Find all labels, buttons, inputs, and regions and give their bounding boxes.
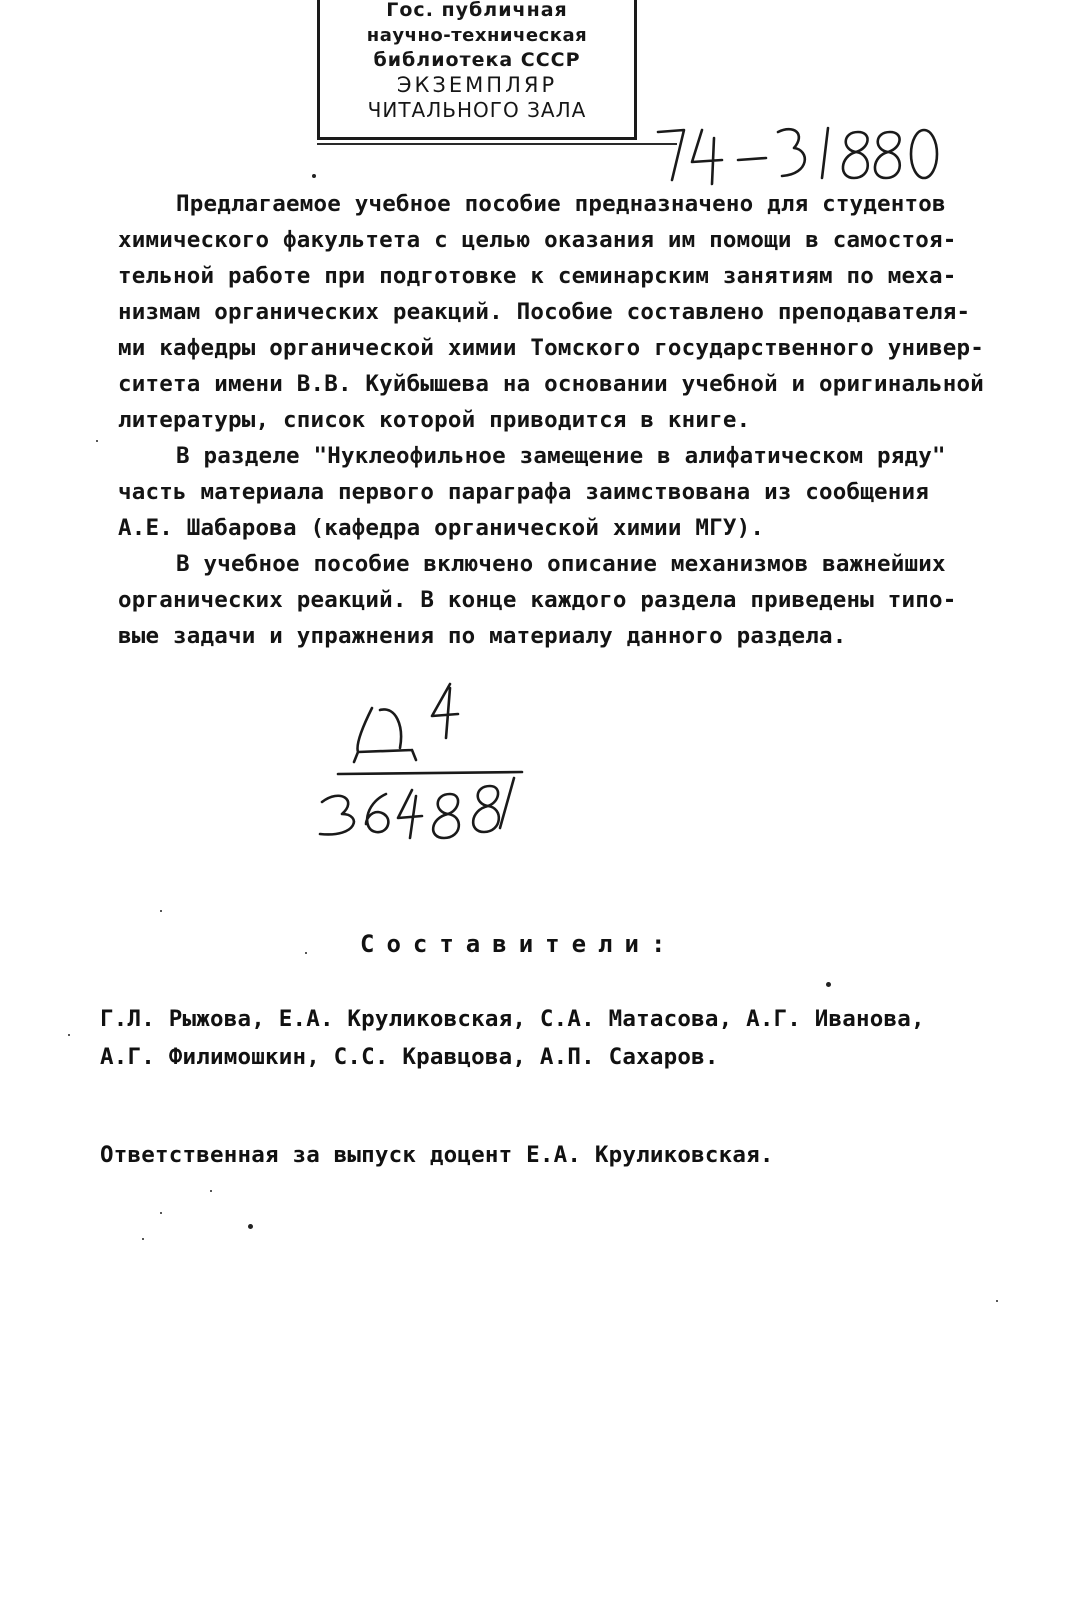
scan-speck <box>312 174 316 178</box>
scan-speck <box>160 1212 162 1214</box>
scan-speck <box>142 1238 144 1240</box>
stamp-line-3: библиотека СССР <box>373 49 581 71</box>
scan-speck <box>160 910 162 912</box>
preface-text <box>118 186 1053 654</box>
handwritten-inventory-number <box>650 118 950 188</box>
preface-line: вые задачи и упражнения по материалу данного раздела. <box>118 623 847 649</box>
preface-line: ситета имени В.В. Куйбышева на основании учебной и оригинальной <box>118 371 985 397</box>
preface-line: низмам органических реакций. Пособие составлено преподавателя- <box>118 299 971 325</box>
preface-line: химического факультета с целью оказания им помощи в самостоя- <box>118 227 957 253</box>
stamp-line-2: научно-техническая <box>366 25 588 46</box>
library-stamp <box>317 0 637 140</box>
scan-speck <box>96 440 98 442</box>
preface-line: тельной работе при подготовке к семинарским занятиям по меха- <box>118 263 957 289</box>
scan-speck <box>996 1300 998 1302</box>
preface-line: часть материала первого параграфа заимствована из сообщения <box>118 479 930 505</box>
stamp-line-5: ЧИТАЛЬНОГО ЗАЛА <box>367 98 587 122</box>
scan-speck <box>248 1224 253 1229</box>
handwritten-shelfmark <box>300 678 550 848</box>
stamp-line-4: ЭКЗЕМПЛЯР <box>396 73 558 97</box>
scan-speck <box>305 952 307 954</box>
authors-list <box>100 1000 925 1076</box>
stamp-line-1: Гос. публичная <box>386 0 568 21</box>
scan-speck <box>210 1190 212 1192</box>
authors-line-1: Г.Л. Рыжова, Е.А. Круликовская, С.А. Матасова, А.Г. Иванова, <box>100 1006 925 1032</box>
preface-line: Предлагаемое учебное пособие предназначено для студентов <box>176 191 946 217</box>
preface-line: В разделе "Нуклеофильное замещение в алифатическом ряду" <box>176 443 946 469</box>
preface-line: литературы, список которой приводится в книге. <box>118 407 751 433</box>
preface-line: А.Е. Шабарова (кафедра органической химии МГУ). <box>118 515 765 541</box>
authors-line-2: А.Г. Филимошкин, С.С. Кравцова, А.П. Сахаров. <box>100 1044 719 1070</box>
preface-line: органических реакций. В конце каждого раздела приведены типо- <box>118 587 957 613</box>
scan-speck <box>68 1034 70 1036</box>
composers-heading: Составители: <box>360 930 678 958</box>
responsible-editor: Ответственная за выпуск доцент Е.А. Круликовская. <box>100 1142 774 1168</box>
preface-line: В учебное пособие включено описание механизмов важнейших <box>176 551 946 577</box>
preface-line: ми кафедры органической химии Томского государственного универ- <box>118 335 985 361</box>
scan-speck <box>826 982 831 987</box>
stamp-underline <box>317 143 677 145</box>
